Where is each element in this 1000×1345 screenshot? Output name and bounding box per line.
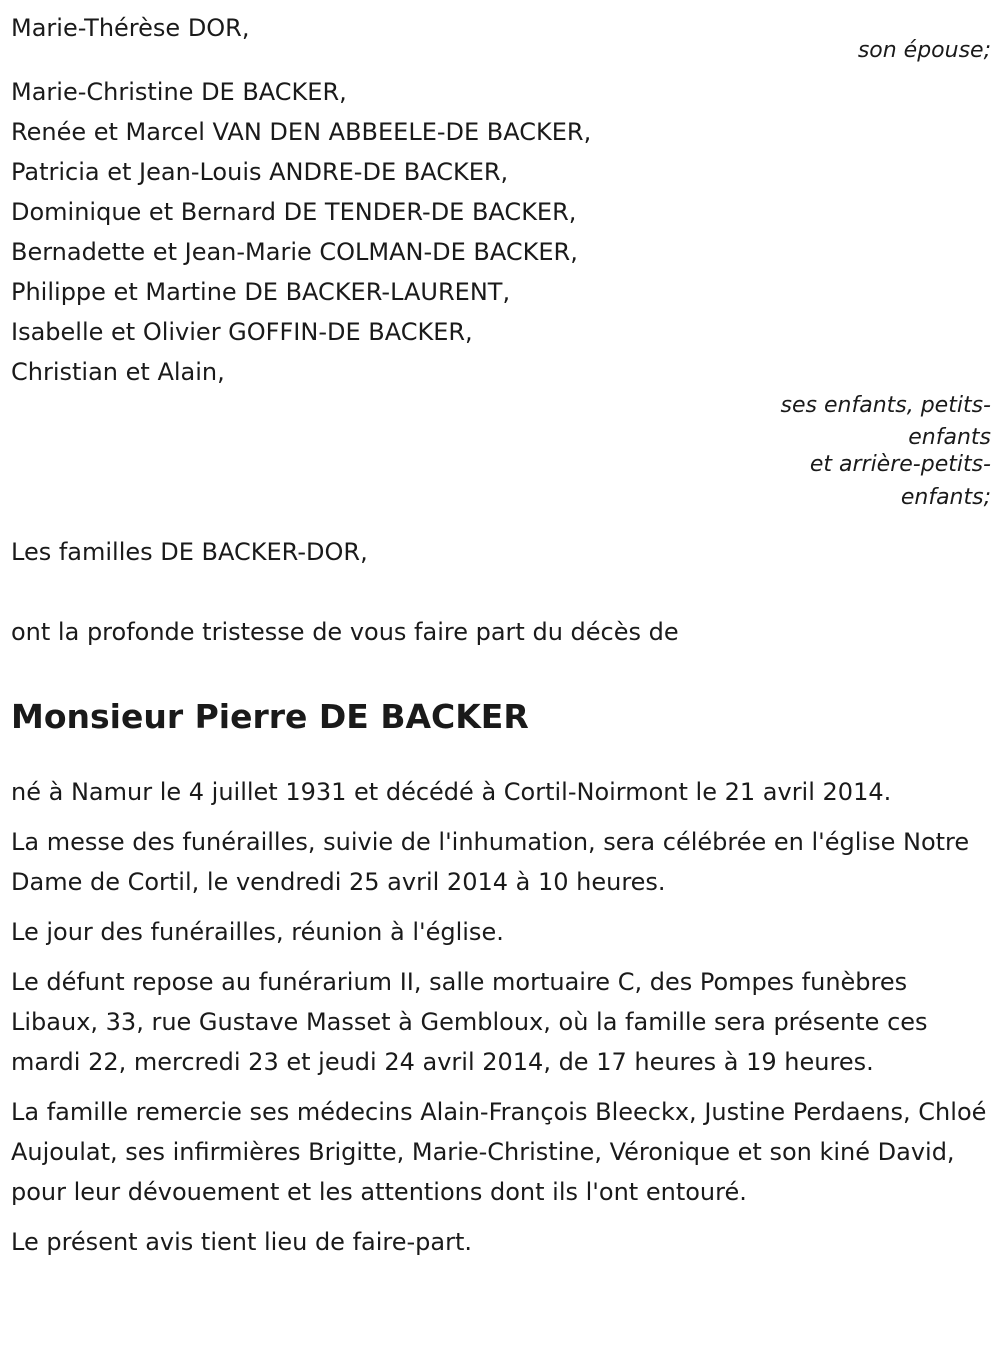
child-entry: Marie-Christine DE BACKER, — [11, 78, 347, 106]
child-entry: Philippe et Martine DE BACKER-LAURENT, — [11, 278, 511, 306]
child-entry: Dominique et Bernard DE TENDER-DE BACKER, — [11, 198, 577, 226]
funeral-mass-paragraph: La messe des funérailles, suivie de l'inhumation, sera célébrée en l'église Notre Dame de Cortil, le vendredi 25 avril 2014 à 10 heures. — [11, 828, 970, 896]
children-role-line: ses enfants, petits- — [780, 393, 991, 418]
obituary-notice — [11, 8, 991, 1272]
notice-paragraph: Le présent avis tient lieu de faire-part. — [11, 1228, 473, 1256]
thanks-paragraph: La famille remercie ses médecins Alain-François Bleeckx, Justine Perdaens, Chloé Aujoulat, ses infirmières Brigitte, Marie-Christine, Véronique et son kiné David, pour leur dévouement et les attentions dont ils l'ont entouré. — [11, 1098, 987, 1206]
child-entry: Bernadette et Jean-Marie COLMAN-DE BACKER, — [11, 238, 578, 266]
children-role-line: et arrière-petits- — [809, 452, 991, 477]
children-role — [11, 388, 991, 518]
children-list — [11, 72, 991, 392]
meeting-paragraph: Le jour des funérailles, réunion à l'église. — [11, 918, 504, 946]
spouse-name: Marie-Thérèse DOR, — [11, 14, 250, 42]
children-role-line: enfants — [908, 425, 991, 450]
families-line: Les familles DE BACKER-DOR, — [11, 538, 368, 566]
funerarium-paragraph: Le défunt repose au funérarium II, salle mortuaire C, des Pompes funèbres Libaux, 33, rue Gustave Masset à Gembloux, où la famille sera présente ces mardi 22, mercredi 23 et jeudi 24 avril 2014, de 17 heures à 19 heures. — [11, 968, 928, 1076]
birth-death-paragraph: né à Namur le 4 juillet 1931 et décédé à Cortil-Noirmont le 21 avril 2014. — [11, 778, 892, 806]
notice-body — [11, 772, 991, 1262]
spouse-role: son épouse; — [857, 38, 991, 63]
child-entry: Renée et Marcel VAN DEN ABBEELE-DE BACKER, — [11, 118, 592, 146]
children-role-line: enfants; — [900, 485, 991, 510]
child-entry: Isabelle et Olivier GOFFIN-DE BACKER, — [11, 318, 473, 346]
deceased-name: Monsieur Pierre DE BACKER — [11, 697, 529, 736]
child-entry: Christian et Alain, — [11, 358, 225, 386]
child-entry: Patricia et Jean-Louis ANDRE-DE BACKER, — [11, 158, 509, 186]
announcement-line: ont la profonde tristesse de vous faire part du décès de — [11, 618, 679, 646]
